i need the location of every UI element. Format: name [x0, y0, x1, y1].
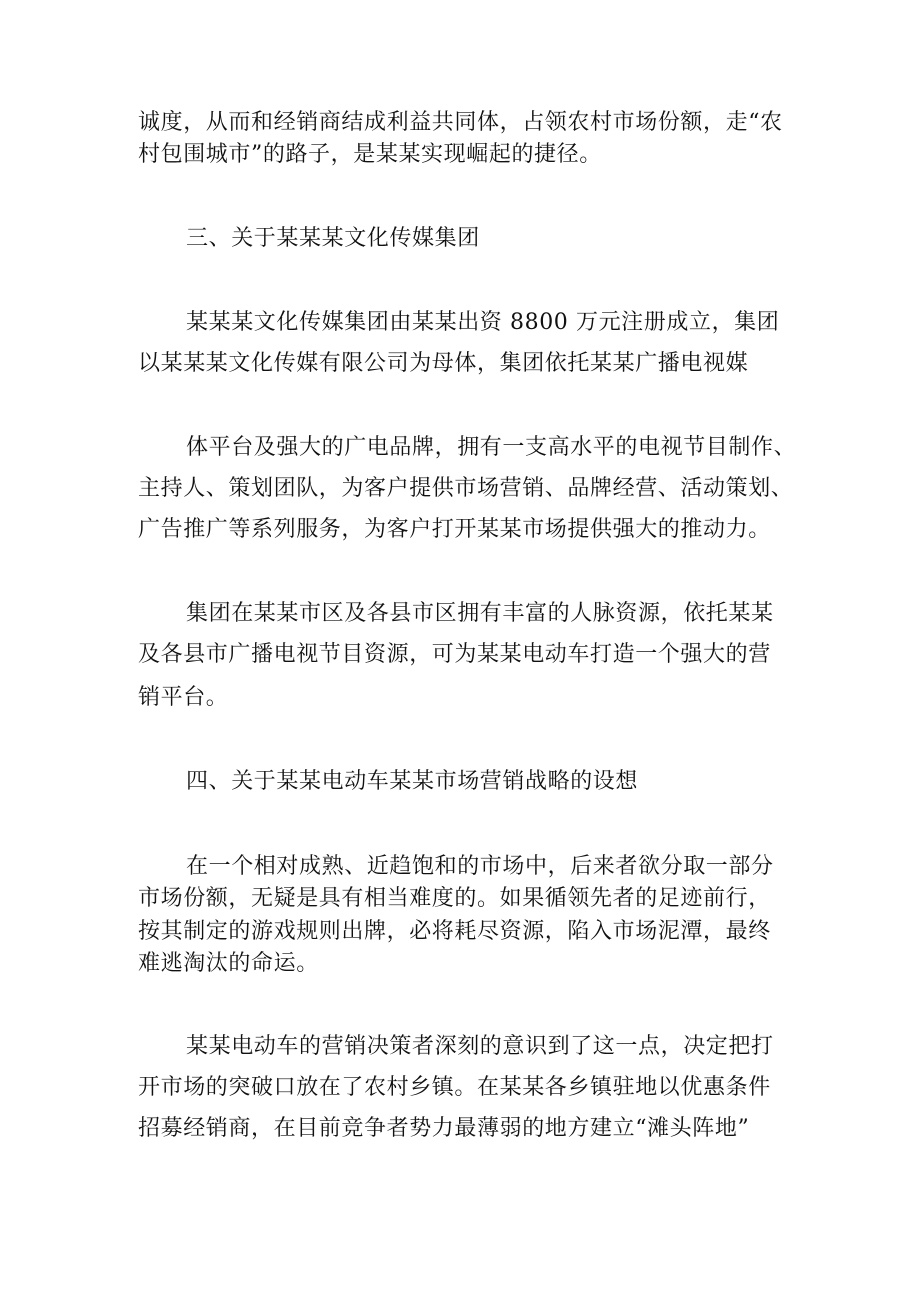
paragraph-line: 难逃淘汰的命运。: [138, 951, 319, 976]
paragraph-line: 及各县市广播电视节目资源，可为某某电动车打造一个强大的营: [138, 642, 771, 667]
paragraph-line: 诚度，从而和经销商结成利益共同体，占领农村市场份额，走“农: [138, 110, 783, 135]
paragraph-line: 市场份额，无疑是具有相当难度的。如果循领先者的足迹前行，: [138, 886, 771, 911]
section-heading: 四、关于某某电动车某某市场营销战略的设想: [186, 769, 639, 794]
paragraph-line: 某某电动车的营销决策者深刻的意识到了这一点，决定把打: [186, 1034, 774, 1059]
paragraph-line: 以某某某文化传媒有限公司为母体，集团依托某某广播电视媒: [138, 351, 749, 376]
paragraph-line: 在一个相对成熟、近趋饱和的市场中，后来者欲分取一部分: [186, 854, 774, 879]
paragraph-line: 集团在某某市区及各县市区拥有丰富的人脉资源，依托某某: [186, 601, 774, 626]
paragraph-line: 体平台及强大的广电品牌，拥有一支高水平的电视节目制作、: [186, 435, 797, 460]
paragraph-line: 某某某文化传媒集团由某某出资 8800 万元注册成立，集团: [186, 310, 780, 335]
paragraph-line: 广告推广等系列服务，为客户打开某某市场提供强大的推动力。: [138, 517, 771, 542]
paragraph-line: 按其制定的游戏规则出牌，必将耗尽资源，陷入市场泥潭，最终: [138, 919, 771, 944]
paragraph-line: 村包围城市”的路子，是某某实现崛起的捷径。: [138, 142, 602, 167]
section-heading: 三、关于某某某文化传媒集团: [186, 226, 480, 251]
paragraph-line: 主持人、策划团队，为客户提供市场营销、品牌经营、活动策划、: [138, 476, 794, 501]
paragraph-line: 招募经销商，在目前竞争者势力最薄弱的地方建立“滩头阵地”: [138, 1116, 750, 1141]
paragraph-line: 开市场的突破口放在了农村乡镇。在某某各乡镇驻地以优惠条件: [138, 1075, 771, 1100]
paragraph-line: 销平台。: [138, 685, 229, 710]
